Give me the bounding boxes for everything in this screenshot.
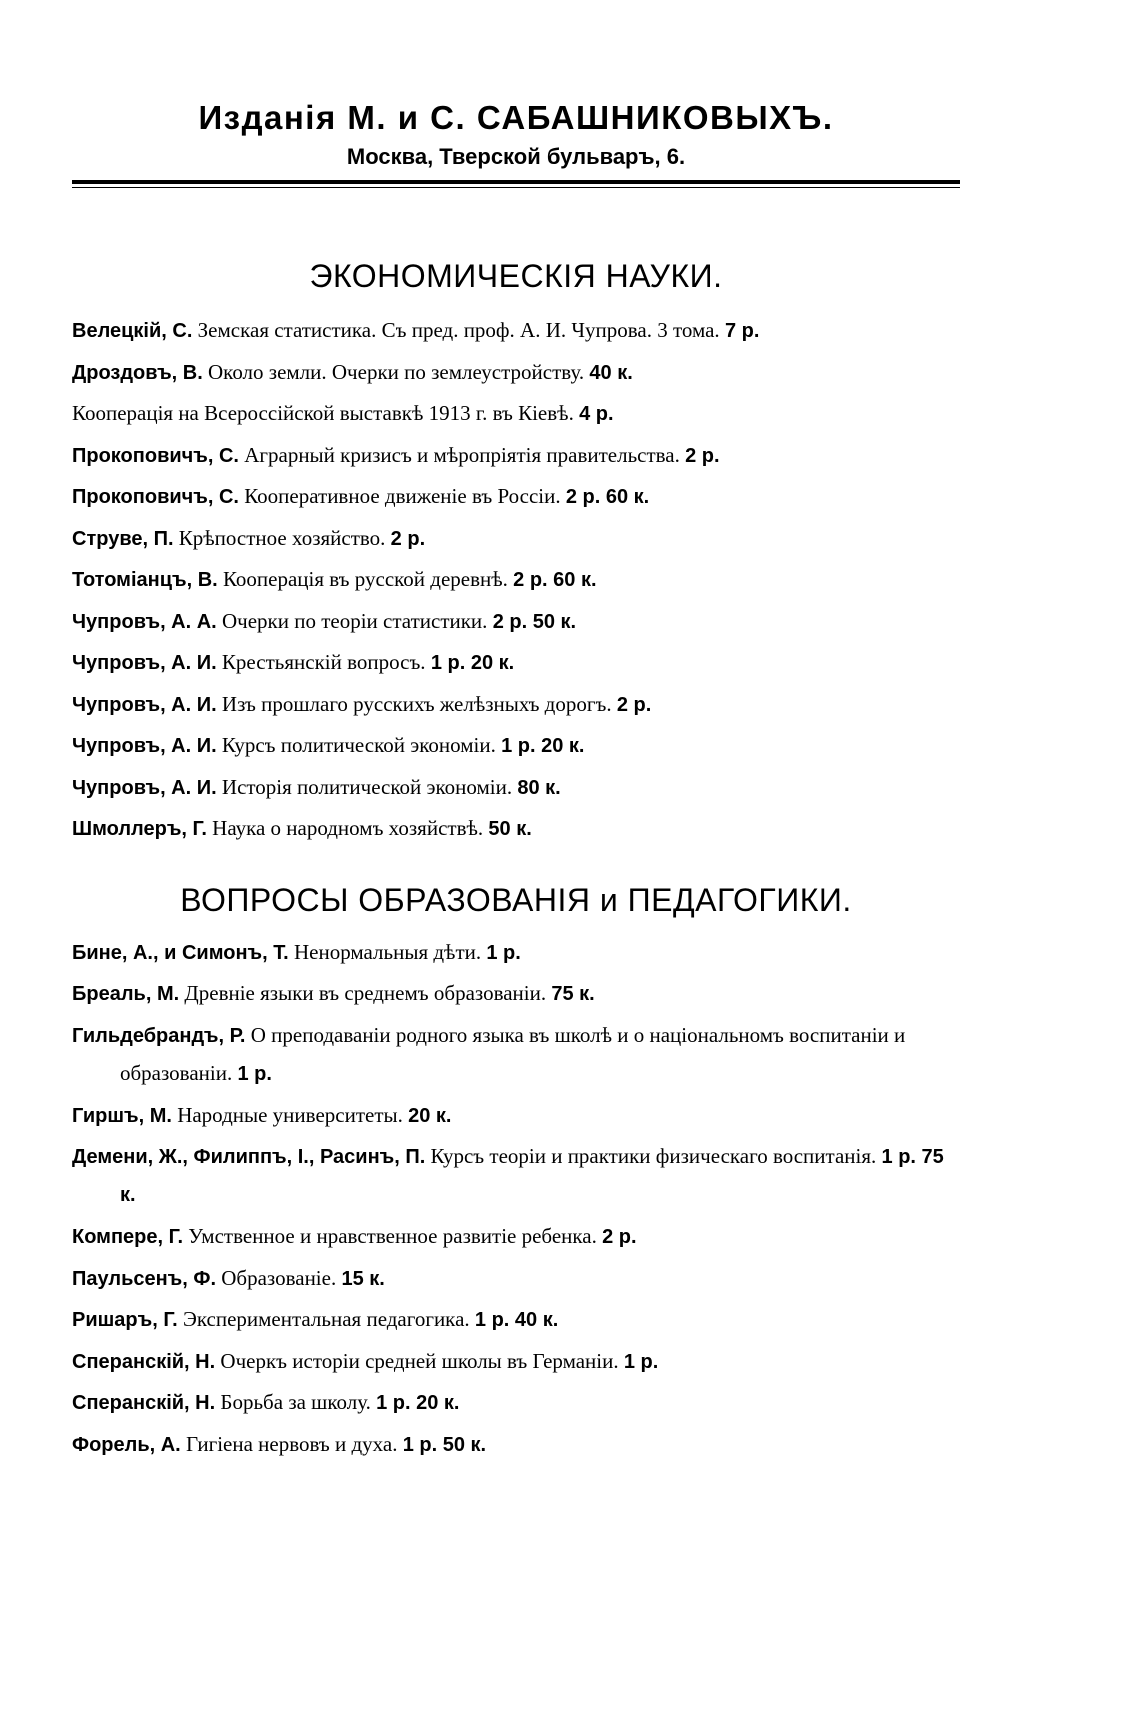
entry-price: 1 р. (486, 941, 521, 964)
entry-price: 2 р. (616, 693, 652, 716)
catalog-entry (72, 767, 960, 809)
section-title-economics: ЭКОНОМИЧЕСКІЯ НАУКИ. (309, 258, 723, 294)
entry-price: 2 р. 60 к. (513, 569, 597, 591)
entry-author: Бреаль, М. (72, 983, 180, 1005)
entry-author: Чупровъ, А. И. (72, 735, 217, 757)
publisher-address: Москва, Тверской бульваръ, 6. (346, 144, 686, 169)
entry-price: 1 р. 40 к. (474, 1309, 559, 1331)
section-title-pedagogy: ВОПРОСЫ ОБРАЗОВАНІЯ и ПЕДАГОГИКИ. (180, 881, 852, 918)
entry-price: 2 р. 60 к. (565, 486, 650, 508)
entry-author: Прокоповичъ, С. (72, 486, 239, 508)
entry-price: 2 р. (685, 444, 720, 467)
entry-price: 1 р. (623, 1350, 659, 1373)
entry-author: Чупровъ, А. И. (72, 652, 217, 674)
entry-title: Кооперативное движеніе въ Россіи. (244, 484, 561, 508)
catalog-entry (72, 393, 960, 435)
entry-title: Около земли. Очерки по землеустройству. (208, 359, 585, 384)
catalog-entry (72, 476, 960, 518)
entry-author: Чупровъ, А. И. (72, 776, 217, 799)
entry-author: Демени, Ж., Филиппъ, I., Расинъ, П. (72, 1146, 426, 1168)
entry-title: Курсъ теоріи и практики физическаго воспитанія. (430, 1144, 877, 1168)
entry-price: 4 р. (579, 403, 614, 425)
entry-price: 2 р. 50 к. (492, 610, 577, 633)
catalog-entry (72, 684, 960, 726)
entry-price: 75 к. (551, 983, 595, 1005)
catalog-entry (72, 1341, 960, 1383)
entry-price: 7 р. (724, 320, 760, 342)
entry-title: Очеркъ исторіи средней школы въ Германіи. (220, 1348, 619, 1373)
entry-title: Крѣпостное хозяйство. (178, 525, 386, 550)
catalog-entry (72, 1424, 960, 1466)
catalog-entry (72, 559, 960, 601)
entry-author: Гиршъ, М. (72, 1104, 172, 1127)
entry-author: Паульсенъ, Ф. (72, 1267, 217, 1290)
entry-price: 2 р. (390, 527, 426, 550)
entry-price: 40 к. (589, 361, 633, 384)
entry-title: Кооперація на Всероссійской выставкѣ 1913 г. въ Кіевѣ. (72, 401, 574, 425)
entry-title: Земская статистика. Съ пред. проф. А. И. Чупрова. 3 тома. (197, 318, 720, 342)
catalog-entry (72, 642, 960, 684)
entry-title: Умственное и нравственное развитіе ребенка. (188, 1224, 597, 1248)
entry-price: 1 р. 50 к. (402, 1433, 487, 1456)
catalog-entry (72, 1136, 960, 1216)
catalog-entry (72, 1382, 960, 1424)
entry-price: 50 к. (488, 818, 532, 840)
catalog-entry (72, 1015, 960, 1095)
economics-entries-list (72, 310, 960, 850)
entry-author: Сперанскій, Н. (72, 1392, 216, 1414)
entry-price: 1 р. (237, 1062, 272, 1085)
entry-author: Струве, П. (72, 527, 174, 550)
entry-author: Прокоповичъ, С. (72, 444, 239, 467)
entry-price: 1 р. 20 к. (501, 735, 585, 757)
catalog-entry (72, 808, 960, 850)
entry-title: Аграрный кризисъ и мѣропріятія правительства. (244, 442, 680, 467)
entry-author: Форель, А. (72, 1433, 181, 1456)
entry-title: Экспериментальная педагогика. (182, 1307, 470, 1331)
entry-title: Народные университеты. (177, 1102, 403, 1127)
entry-price: 20 к. (408, 1104, 452, 1127)
catalog-entry (72, 725, 960, 767)
entry-price: 2 р. (602, 1226, 637, 1248)
entry-title: Наука о народномъ хозяйствѣ. (212, 816, 484, 840)
catalog-entry (72, 1216, 960, 1258)
entry-price: 80 к. (517, 776, 561, 799)
entry-title: Кооперація въ русской деревнѣ. (222, 567, 508, 591)
entry-author: Велецкій, С. (72, 320, 193, 342)
catalog-entry (72, 601, 960, 643)
catalog-entry (72, 518, 960, 560)
entry-author: Чупровъ, А. И. (72, 693, 217, 716)
entry-title: Изъ прошлаго русскихъ желѣзныхъ дорогъ. (221, 691, 612, 716)
entry-price: 1 р. 20 к. (376, 1392, 460, 1414)
entry-author: Ришаръ, Г. (72, 1309, 178, 1331)
entry-price: 1 р. 75 к. (120, 1146, 944, 1206)
entry-author: Компере, Г. (72, 1226, 184, 1248)
entry-title: Образованіе. (221, 1265, 337, 1290)
entry-title: Исторія политической экономіи. (221, 774, 513, 799)
entry-author: Дроздовъ, В. (72, 361, 203, 384)
entry-title: Гигіена нервовъ и духа. (186, 1431, 398, 1456)
entry-author: Гильдебрандъ, Р. (72, 1024, 246, 1047)
catalog-entry (72, 435, 960, 477)
catalog-entry (72, 973, 960, 1015)
header-double-rule (72, 180, 960, 188)
entry-title: Очерки по теоріи статистики. (222, 608, 488, 633)
page-header (72, 96, 960, 188)
entry-title: Крестьянскій вопросъ. (221, 650, 426, 674)
entry-author: Чупровъ, А. А. (72, 610, 217, 633)
publisher-title: Изданія М. и С. САБАШНИКОВЫХЪ. (198, 99, 834, 136)
catalog-entry (72, 352, 960, 394)
entry-author: Бине, А., и Симонъ, Т. (72, 941, 289, 964)
entry-price: 1 р. 20 к. (430, 652, 515, 674)
entry-title: Борьба за школу. (220, 1390, 371, 1414)
entry-title: Ненормальныя дѣти. (293, 939, 482, 964)
catalog-entry (72, 932, 960, 974)
entry-title: Курсъ политической экономіи. (221, 733, 496, 757)
pedagogy-entries-list (72, 932, 960, 1466)
entry-price: 15 к. (341, 1267, 385, 1290)
entry-author: Тотоміанцъ, В. (72, 569, 218, 591)
entry-author: Шмоллеръ, Г. (72, 818, 207, 840)
catalog-entry (72, 310, 960, 352)
catalog-entry (72, 1095, 960, 1137)
entry-title: Древніе языки въ среднемъ образованіи. (184, 981, 547, 1005)
entry-title: О преподаваніи родного языка въ школѣ и о національномъ воспитаніи и образованіи. (120, 1022, 906, 1085)
catalog-entry (72, 1299, 960, 1341)
catalog-entry (72, 1258, 960, 1300)
entry-author: Сперанскій, Н. (72, 1350, 216, 1373)
